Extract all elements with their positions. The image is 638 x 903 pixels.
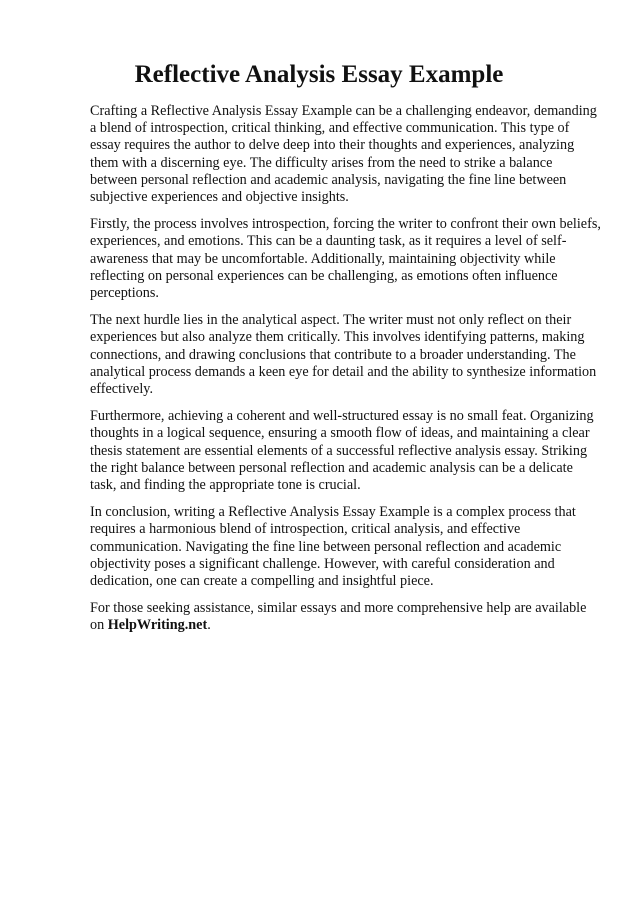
page-title: Reflective Analysis Essay Example [134, 61, 504, 88]
paragraph-conclusion: In conclusion, writing a Reflective Analysis Essay Example is a complex process that requires a harmonious blend of introspection, critical analysis, and effective communication. Navigating the fine line between personal reflection and academic objectivity poses a significant challenge. However, with careful consideration and dedication, one can create a compelling and insightful piece. [90, 504, 576, 590]
paragraph-intro: Crafting a Reflective Analysis Essay Example can be a challenging endeavor, demanding a blend of introspection, critical thinking, and effective communication. This type of essay requires the author to delve deep into their thoughts and experiences, analyzing them with a discerning eye. The difficulty arises from the need to strike a balance between personal reflection and academic analysis, navigating the fine line between subjective experiences and objective insights. [90, 103, 597, 206]
closing-text: For those seeking assistance, similar essays and more comprehensive help are available on [90, 600, 587, 634]
paragraph-structure: Furthermore, achieving a coherent and well-structured essay is no small feat. Organizing thoughts in a logical sequence, ensuring a smooth flow of ideas, and maintaining a clear thesis statement are essential elements of a successful reflective analysis essay. Striking the right balance between personal reflection and academic analysis can be a delicate task, and finding the appropriate tone is crucial. [90, 408, 594, 494]
paragraph-closing [90, 600, 602, 634]
helpwriting-link[interactable]: HelpWriting.net [107, 617, 208, 634]
paragraph-analysis: The next hurdle lies in the analytical aspect. The writer must not only reflect on their experiences but also analyze them critically. This involves identifying patterns, making connections, and drawing conclusions that contribute to a broader understanding. The analytical process demands a keen eye for detail and the ability to synthesize information effectively. [90, 312, 597, 398]
paragraph-introspection: Firstly, the process involves introspection, forcing the writer to confront their own beliefs, experiences, and emotions. This can be a daunting task, as it requires a level of self-awareness that may be uncomfortable. Additionally, maintaining objectivity while reflecting on personal experiences can be challenging, as emotions often influence perceptions. [90, 216, 601, 302]
link-suffix: . [207, 617, 211, 634]
essay-body [90, 103, 602, 645]
